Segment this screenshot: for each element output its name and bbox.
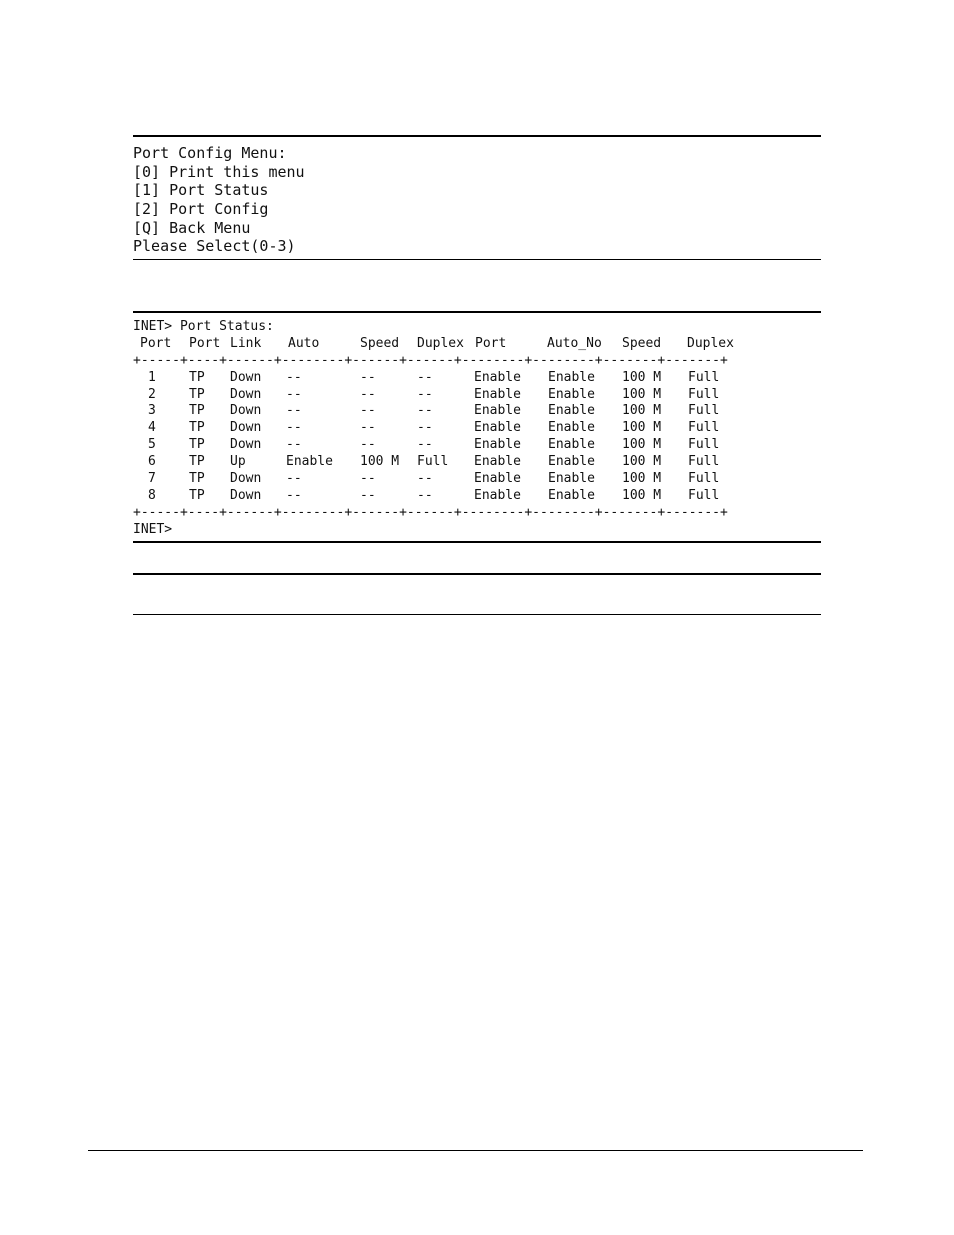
menu-line: Please Select(0-3): [133, 237, 296, 256]
status-cell: Down: [230, 487, 262, 503]
status-cell: 1: [148, 369, 156, 385]
status-prompt: INET> Port Status:: [133, 319, 274, 334]
status-cell: Full: [688, 454, 720, 470]
status-cell: TP: [189, 369, 205, 385]
menu-bottom-rule: [133, 259, 821, 260]
status-cell: Down: [230, 471, 262, 487]
status-cell: Enable: [548, 403, 595, 419]
status-cell: --: [360, 386, 376, 402]
status-column-header: Speed: [622, 335, 662, 351]
status-top-rule: [133, 311, 821, 313]
status-column-header: Auto_No: [547, 335, 602, 351]
status-cell: Full: [688, 471, 720, 487]
status-cell: Enable: [474, 403, 521, 419]
status-cell: Enable: [548, 454, 595, 470]
menu-top-rule: [133, 135, 821, 137]
status-cell: --: [286, 420, 302, 436]
status-cell: --: [417, 471, 433, 487]
status-cell: --: [286, 386, 302, 402]
status-cell: TP: [189, 471, 205, 487]
status-cell: Full: [688, 437, 720, 453]
status-cell: 7: [148, 471, 156, 487]
status-cell: --: [360, 420, 376, 436]
status-cell: Full: [688, 420, 720, 436]
status-cell: 4: [148, 420, 156, 436]
status-column-header: Auto: [288, 335, 320, 351]
status-cell: Down: [230, 420, 262, 436]
status-cell: Enable: [548, 471, 595, 487]
status-cell: 100 M: [622, 386, 662, 402]
status-cell: Enable: [474, 471, 521, 487]
status-cell: --: [286, 403, 302, 419]
status-cell: Enable: [286, 454, 333, 470]
status-cell: --: [286, 437, 302, 453]
status-cell: TP: [189, 487, 205, 503]
status-cell: Down: [230, 437, 262, 453]
status-cell: 5: [148, 437, 156, 453]
status-cell: Enable: [474, 420, 521, 436]
status-cell: Enable: [474, 487, 521, 503]
status-cell: Enable: [474, 386, 521, 402]
status-cell: TP: [189, 420, 205, 436]
status-column-header: Port: [475, 335, 507, 351]
page-footer-rule: [88, 1150, 863, 1151]
status-cell: Full: [688, 386, 720, 402]
status-cell: --: [417, 487, 433, 503]
status-cell: --: [360, 487, 376, 503]
status-cell: 100 M: [622, 454, 662, 470]
status-cell: --: [360, 403, 376, 419]
status-column-header: Duplex: [417, 335, 464, 351]
menu-line: [1] Port Status: [133, 181, 269, 200]
status-cell: --: [417, 437, 433, 453]
menu-line: [Q] Back Menu: [133, 218, 251, 237]
status-column-header: Duplex: [687, 335, 734, 351]
status-cell: --: [286, 487, 302, 503]
status-cell: 100 M: [622, 369, 662, 385]
status-cell: 3: [148, 403, 156, 419]
status-cell: 100 M: [622, 471, 662, 487]
status-cell: Full: [688, 369, 720, 385]
menu-line: [0] Print this menu: [133, 162, 305, 181]
port-config-menu: [133, 144, 305, 256]
status-cell: Down: [230, 369, 262, 385]
status-cell: Enable: [548, 386, 595, 402]
status-cell: Up: [230, 454, 246, 470]
status-cell: Enable: [474, 454, 521, 470]
status-bottom-rule: [133, 541, 821, 543]
status-cell: 100 M: [360, 454, 400, 470]
status-cell: --: [417, 369, 433, 385]
status-cell: 8: [148, 487, 156, 503]
status-cell: Down: [230, 386, 262, 402]
status-cell: --: [360, 471, 376, 487]
status-cell: 100 M: [622, 487, 662, 503]
status-cell: Enable: [548, 487, 595, 503]
status-cell: --: [286, 471, 302, 487]
end-prompt: INET>: [133, 521, 173, 537]
empty-box-top-rule: [133, 573, 821, 575]
menu-line: Port Config Menu:: [133, 144, 287, 162]
status-cell: Full: [688, 487, 720, 503]
status-cell: Down: [230, 403, 262, 419]
status-cell: 6: [148, 454, 156, 470]
status-cell: Enable: [548, 420, 595, 436]
status-cell: Enable: [548, 369, 595, 385]
status-cell: 100 M: [622, 437, 662, 453]
status-cell: --: [417, 403, 433, 419]
status-cell: TP: [189, 437, 205, 453]
status-column-header: Port: [140, 335, 172, 351]
status-cell: 100 M: [622, 403, 662, 419]
status-cell: --: [417, 420, 433, 436]
status-cell: TP: [189, 386, 205, 402]
status-cell: 2: [148, 386, 156, 402]
status-separator: +-----+----+------+--------+------+------+--------+--------+-------+-------+: [133, 504, 728, 520]
empty-box-bottom-rule: [133, 614, 821, 615]
status-cell: TP: [189, 403, 205, 419]
status-cell: --: [417, 386, 433, 402]
status-column-header: Speed: [360, 335, 400, 351]
status-cell: --: [360, 437, 376, 453]
status-cell: Enable: [474, 437, 521, 453]
status-column-header: Link: [230, 335, 262, 351]
status-separator: +-----+----+------+--------+------+------+--------+--------+-------+-------+: [133, 352, 728, 368]
status-cell: Enable: [548, 437, 595, 453]
status-cell: Full: [417, 454, 449, 470]
menu-line: [2] Port Config: [133, 200, 269, 219]
status-cell: Full: [688, 403, 720, 419]
status-cell: Enable: [474, 369, 521, 385]
status-cell: TP: [189, 454, 205, 470]
status-cell: 100 M: [622, 420, 662, 436]
status-column-header: Port: [189, 335, 221, 351]
status-cell: --: [360, 369, 376, 385]
status-cell: --: [286, 369, 302, 385]
